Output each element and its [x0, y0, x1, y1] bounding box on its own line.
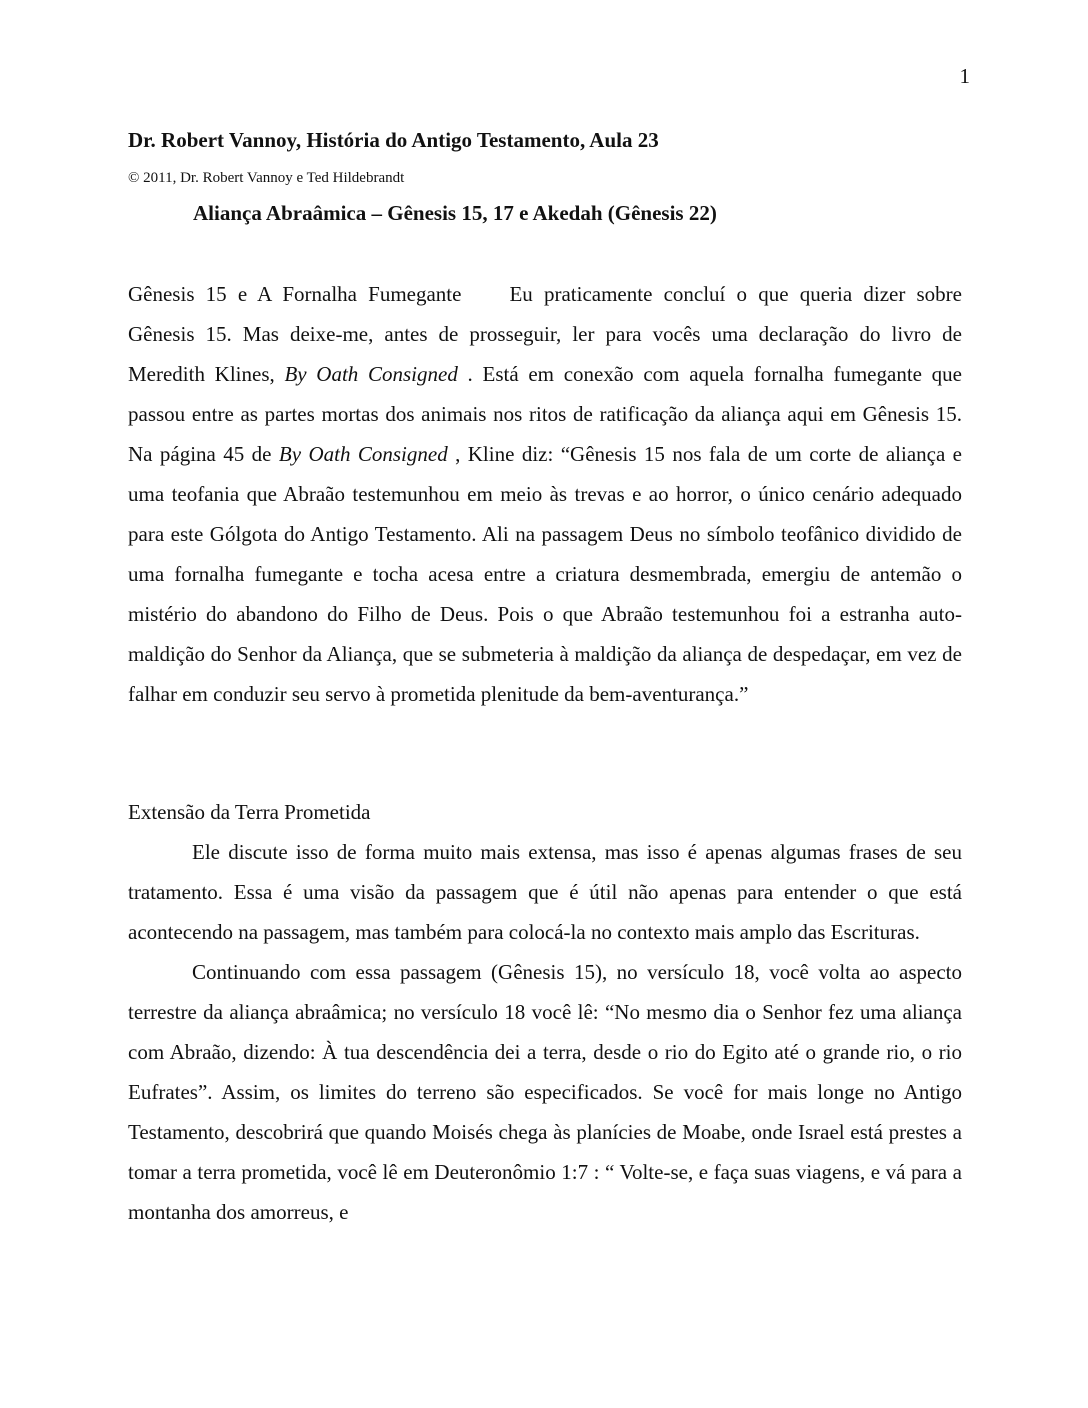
paragraph: Continuando com essa passagem (Gênesis 15), no versículo 18, você volta ao aspecto terrestre da aliança abraâmica; no versículo 18 você lê: “No mesmo dia o Senhor fez uma aliança com Abraão, dizendo: À tua descendência dei a terra, desde o rio do Egito até o grande rio, o rio Eufrates”. Assim, os limites do terreno são especificados. Se você for mais longe no Antigo Testamento, descobrirá que quando Moisés chega às planícies de Moabe, onde Israel está prestes a tomar a terra prometida, você lê em Deuteronômio 1:7 : “ Volte-se, e faça suas viagens, e vá para a montanha dos amorreus, e [128, 960, 962, 1224]
copyright-line: © 2011, Dr. Robert Vannoy e Ted Hildebrandt [128, 170, 405, 186]
section-heading-promised-land: Extensão da Terra Prometida [128, 800, 371, 824]
book-title: By Oath Consigned [284, 362, 458, 386]
section-furnace [128, 274, 962, 714]
paragraph-text: , Kline diz: “Gênesis 15 nos fala de um corte de aliança e uma teofania que Abraão testemunhou em meio às trevas e ao horror, o único cenário adequado para este Gólgota do Antigo Testamento. Ali na passagem Deus no símbolo teofânico dividido de uma fornalha fumegante e tocha acesa entre a criatura desmembrada, emergiu de antemão o mistério do abandono do Filho de Deus. Pois o que Abraão testemunhou foi a estranha auto-maldição do Senhor da Aliança, que se submeteria à maldição da aliança de despedaçar, em vez de falhar em conduzir seu servo à prometida plenitude da bem-aventurança.” [128, 442, 963, 706]
paragraph: Ele discute isso de forma muito mais extensa, mas isso é apenas algumas frases de seu tratamento. Essa é uma visão da passagem que é útil não apenas para entender o que está acontecendo na passagem, mas também para colocá-la no contexto mais amplo das Escrituras. [128, 840, 962, 944]
section-promised-land [128, 792, 962, 1232]
section-heading-furnace: Gênesis 15 e A Fornalha Fumegante [128, 282, 462, 306]
section-furnace-paragraph [128, 274, 962, 714]
document-title: Dr. Robert Vannoy, História do Antigo Testamento, Aula 23 [128, 128, 659, 152]
page-number: 1 [959, 64, 970, 88]
paragraph-text: . Está em conexão com aquela fornalha fumegante que passou entre as partes mortas dos animais nos ritos de ratificação da aliança aqui em Gênesis 15. Na página 45 de [128, 362, 963, 466]
lecture-subtitle: Aliança Abraâmica – Gênesis 15, 17 e Akedah (Gênesis 22) [193, 201, 717, 225]
paragraph-text: Eu praticamente concluí o que queria dizer sobre Gênesis 15. Mas deixe-me, antes de prosseguir, ler para vocês uma declaração do livro de Meredith Klines, [128, 282, 962, 386]
book-title: By Oath Consigned [278, 442, 448, 466]
